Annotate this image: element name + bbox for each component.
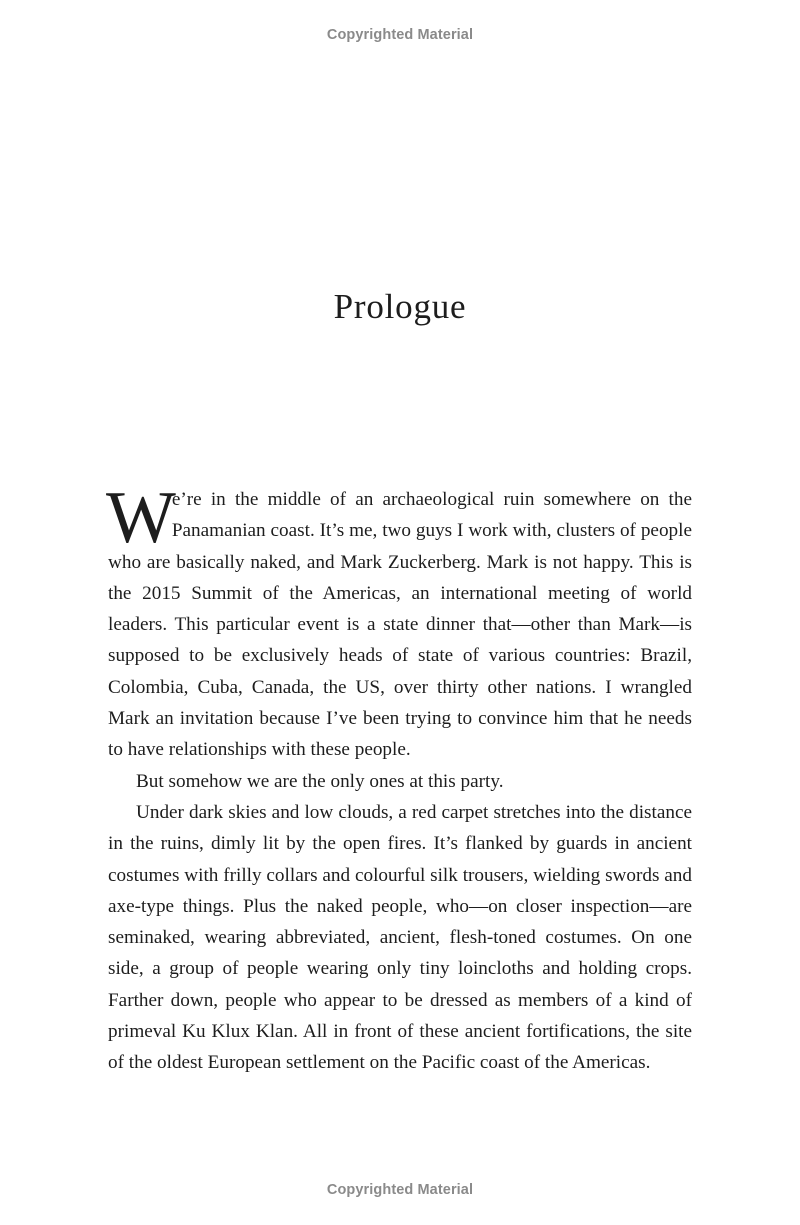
paragraph-1 [106, 477, 692, 766]
paragraph-3: Under dark skies and low clouds, a red carpet stretches into the distance in the ruins, dimly lit by the open fires. It’s flanked by guards in ancient costumes with frilly collars and colourful silk trousers, wielding swords and axe-type things. Plus the naked people, who—on closer inspection—are seminaked, wearing abbreviated, ancient, flesh-toned costumes. On one side, a group of people wearing only tiny loincloths and holding crops. Farther down, people who appear to be dressed as members of a kind of primeval Ku Klux Klan. All in front of these ancient fortifications, the site of the oldest European settlement on the Pacific coast of the Americas. [108, 801, 692, 1074]
body-text [106, 477, 692, 1079]
copyright-watermark-top: Copyrighted Material [326, 27, 474, 43]
copyright-watermark-bottom: Copyrighted Material [326, 1182, 474, 1198]
paragraph-1-text: e’re in the middle of an archaeological ruin somewhere on the Panamanian coast. It’s me, two guys I work with, clusters of people who are basically naked, and Mark Zuckerberg. Mark is not happy. This is the 2015 Summit of the Americas, an international meeting of world leaders. This particular event is a state dinner that—other than Mark—is supposed to be exclusively heads of state of various countries: Brazil, Colombia, Cuba, Canada, the US, over thirty other nations. I wrangled Mark an invitation because I’ve been trying to convince him that he needs to have relationships with these people. [108, 489, 692, 761]
paragraph-2: But somehow we are the only ones at this party. [136, 770, 504, 792]
chapter-title: Prologue [333, 287, 467, 326]
drop-cap: W [106, 477, 170, 559]
